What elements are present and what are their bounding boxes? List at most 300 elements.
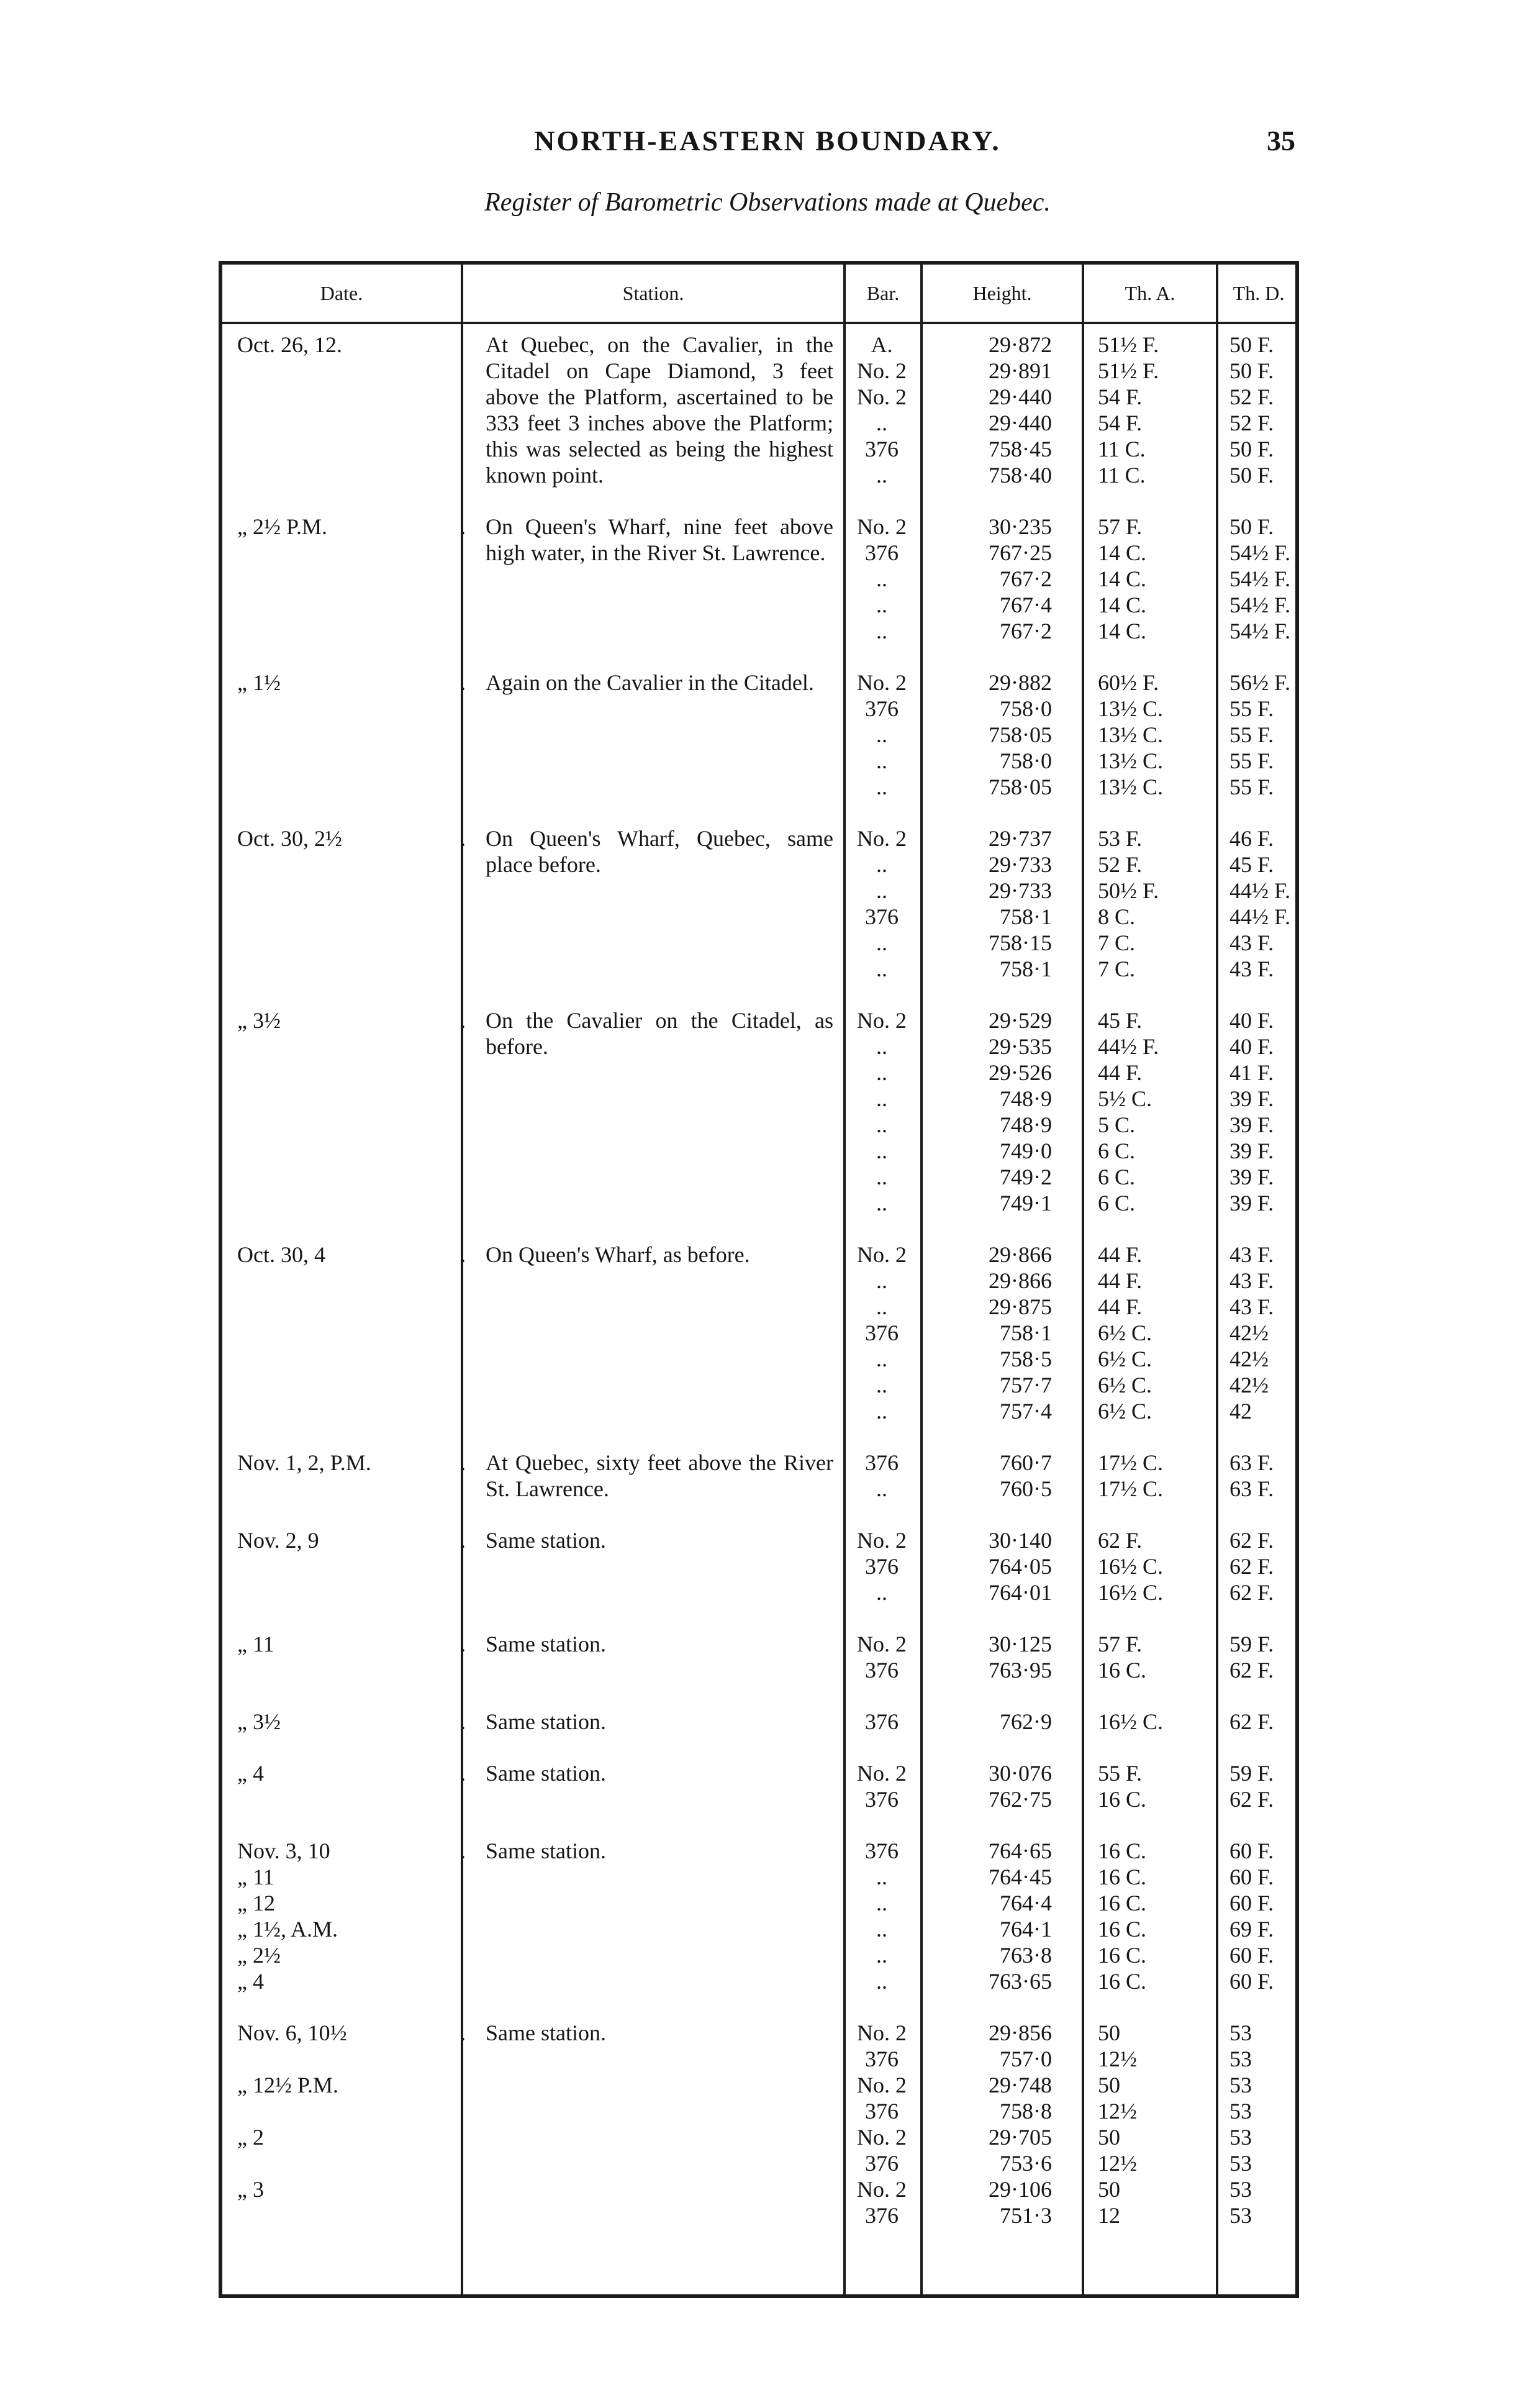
height-cell: 758·0 xyxy=(1000,696,1052,721)
th-d-cell: 59 F. xyxy=(1229,1761,1274,1786)
table-row xyxy=(222,1786,1295,1812)
th-a-cell: 54 F. xyxy=(1098,384,1143,409)
th-d-cell: 53 xyxy=(1229,2125,1252,2150)
bar-cell: .. xyxy=(876,1580,887,1605)
height-cell: 29·535 xyxy=(989,1034,1052,1059)
date-leader-dot: . xyxy=(460,1008,466,1033)
date-cell: „ 3½ . xyxy=(237,1008,466,1033)
station-description: On Queen's Wharf, as before. xyxy=(486,1242,750,1267)
th-a-cell: 6 C. xyxy=(1098,1138,1136,1163)
bar-cell: 376 xyxy=(865,540,899,565)
th-a-cell: 6½ C. xyxy=(1098,1399,1152,1424)
height-cell: 758·8 xyxy=(1000,2099,1052,2124)
th-d-cell: 42½ xyxy=(1229,1320,1269,1345)
table-row xyxy=(222,1112,1295,1138)
bar-cell: .. xyxy=(876,1399,887,1424)
th-d-cell: 55 F. xyxy=(1229,722,1274,747)
th-d-cell: 53 xyxy=(1229,2177,1252,2202)
table-row xyxy=(222,1527,1295,1553)
th-d-cell: 53 xyxy=(1229,2020,1252,2045)
th-d-cell: 39 F. xyxy=(1229,1191,1274,1215)
bar-cell: No. 2 xyxy=(857,670,907,695)
table-row xyxy=(222,1138,1295,1164)
table-row xyxy=(222,332,1295,358)
bar-cell: .. xyxy=(876,1347,887,1371)
table-row xyxy=(222,774,1295,800)
th-d-cell: 60 F. xyxy=(1229,1865,1274,1889)
th-a-cell: 12½ xyxy=(1098,2047,1137,2071)
bar-cell: .. xyxy=(876,930,887,955)
table-row xyxy=(222,2150,1295,2176)
th-a-cell: 50 xyxy=(1098,2073,1120,2097)
height-cell: 758·05 xyxy=(989,775,1052,799)
th-a-cell: 6½ C. xyxy=(1098,1347,1152,1371)
table-row xyxy=(222,1294,1295,1320)
bar-cell: .. xyxy=(876,1138,887,1163)
th-a-cell: 11 C. xyxy=(1098,437,1146,461)
table-row xyxy=(222,1242,1295,1268)
station-description: Again on the Cavalier in the Citadel. xyxy=(486,670,814,695)
date-leader-dot: . xyxy=(460,514,466,539)
table-row xyxy=(222,358,1295,384)
height-cell: 748·9 xyxy=(1000,1086,1052,1111)
th-d-cell: 62 F. xyxy=(1229,1709,1274,1734)
bar-cell: .. xyxy=(876,956,887,981)
table-row xyxy=(222,2202,1295,2229)
table-row xyxy=(222,1476,1295,1502)
height-cell: 29·733 xyxy=(989,852,1052,877)
bar-cell: 376 xyxy=(865,2047,899,2071)
th-d-cell: 62 F. xyxy=(1229,1658,1274,1683)
bar-cell: 376 xyxy=(865,2203,899,2228)
th-d-cell: 54½ F. xyxy=(1229,566,1291,591)
page-number: 35 xyxy=(1267,125,1295,157)
date-leader-dot: . xyxy=(460,1632,466,1656)
th-a-cell: 16½ C. xyxy=(1098,1554,1164,1579)
date-cell: „ 11 xyxy=(237,1865,274,1889)
th-a-cell: 16½ C. xyxy=(1098,1709,1164,1734)
station-description: Same station. xyxy=(486,1528,606,1553)
height-cell: 29·526 xyxy=(989,1060,1052,1085)
height-cell: 758·1 xyxy=(1000,1320,1052,1345)
th-d-cell: 62 F. xyxy=(1229,1554,1274,1579)
th-a-cell: 16 C. xyxy=(1098,1658,1147,1683)
date-leader-dot: . xyxy=(460,2020,466,2045)
th-d-cell: 39 F. xyxy=(1229,1165,1274,1189)
station-description: On the Cavalier on the Citadel, as before. xyxy=(486,1008,833,1059)
th-a-cell: 62 F. xyxy=(1098,1528,1143,1553)
height-cell: 30·125 xyxy=(989,1632,1052,1656)
bar-cell: .. xyxy=(876,852,887,877)
height-cell: 29·875 xyxy=(989,1294,1052,1319)
th-a-cell: 13½ C. xyxy=(1098,748,1164,773)
th-a-cell: 50 xyxy=(1098,2177,1120,2202)
th-d-cell: 43 F. xyxy=(1229,1268,1274,1293)
table-row xyxy=(222,1398,1295,1424)
table-row xyxy=(222,930,1295,956)
th-a-cell: 60½ F. xyxy=(1098,670,1159,695)
table-row xyxy=(222,1657,1295,1683)
table-row xyxy=(222,1190,1295,1216)
th-d-cell: 59 F. xyxy=(1229,1632,1274,1656)
bar-cell: .. xyxy=(876,593,887,617)
bar-cell: .. xyxy=(876,1086,887,1111)
bar-cell: .. xyxy=(876,1917,887,1942)
date-cell: „ 2 xyxy=(237,2125,264,2150)
th-d-cell: 50 F. xyxy=(1229,463,1274,488)
th-d-cell: 55 F. xyxy=(1229,748,1274,773)
bar-cell: .. xyxy=(876,1476,887,1501)
bar-cell: 376 xyxy=(865,1554,899,1579)
th-d-cell: 53 xyxy=(1229,2047,1252,2071)
date-leader-dot: . xyxy=(460,1242,466,1267)
bar-cell: No. 2 xyxy=(857,1761,907,1786)
th-a-cell: 7 C. xyxy=(1098,956,1136,981)
table-row xyxy=(222,1838,1295,1864)
bar-cell: .. xyxy=(876,1373,887,1397)
observation-group xyxy=(222,1838,1295,1994)
height-cell: 749·2 xyxy=(1000,1165,1052,1189)
table-row xyxy=(222,748,1295,774)
th-a-cell: 53 F. xyxy=(1098,826,1143,851)
th-d-cell: 54½ F. xyxy=(1229,540,1291,565)
th-d-cell: 39 F. xyxy=(1229,1086,1274,1111)
bar-cell: 376 xyxy=(865,2151,899,2176)
station-description: At Quebec, on the Cavalier, in the Citadel on Cape Diamond, 3 feet above the Platform, ascertained to be 333 feet 3 inches above the Platform; this was selected as being the highest known point. xyxy=(486,332,833,488)
table-body xyxy=(222,332,1295,2254)
bar-cell: .. xyxy=(876,722,887,747)
bar-cell: 376 xyxy=(865,904,899,929)
observations-table xyxy=(219,261,1299,2298)
th-d-cell: 39 F. xyxy=(1229,1138,1274,1163)
th-a-cell: 52 F. xyxy=(1098,852,1143,877)
date-leader-dot: . xyxy=(460,1528,466,1553)
th-d-cell: 54½ F. xyxy=(1229,593,1291,617)
height-cell: 763·8 xyxy=(1000,1943,1052,1968)
th-a-cell: 16 C. xyxy=(1098,1838,1147,1863)
height-cell: 30·140 xyxy=(989,1528,1052,1553)
height-cell: 757·7 xyxy=(1000,1373,1052,1397)
th-a-cell: 13½ C. xyxy=(1098,722,1164,747)
height-cell: 29·737 xyxy=(989,826,1052,851)
table-row xyxy=(222,1890,1295,1916)
table-row xyxy=(222,514,1295,540)
th-a-cell: 12½ xyxy=(1098,2151,1137,2176)
height-cell: 758·1 xyxy=(1000,904,1052,929)
date-cell: „ 4 . xyxy=(237,1761,466,1786)
date-cell: Nov. 6, 10½ . xyxy=(237,2020,466,2045)
bar-cell: No. 2 xyxy=(857,826,907,851)
station-description: Same station. xyxy=(486,1632,606,1656)
height-cell: 762·9 xyxy=(1000,1709,1052,1734)
height-cell: 757·0 xyxy=(1000,2047,1052,2071)
table-row xyxy=(222,1553,1295,1579)
header-date: Date. xyxy=(320,282,363,304)
height-cell: 763·95 xyxy=(989,1658,1052,1683)
th-d-cell: 43 F. xyxy=(1229,930,1274,955)
table-row xyxy=(222,2176,1295,2202)
height-cell: 760·7 xyxy=(1000,1450,1052,1475)
table-row xyxy=(222,2046,1295,2072)
height-cell: 749·0 xyxy=(1000,1138,1052,1163)
th-d-cell: 50 F. xyxy=(1229,332,1274,357)
height-cell: 29·891 xyxy=(989,358,1052,383)
height-cell: 29·440 xyxy=(989,411,1052,435)
bar-cell: 376 xyxy=(865,2099,899,2124)
th-d-cell: 42½ xyxy=(1229,1373,1269,1397)
observation-group xyxy=(222,2020,1295,2229)
table-row xyxy=(222,1864,1295,1890)
date-cell: Nov. 3, 10 . xyxy=(237,1838,466,1863)
table-row xyxy=(222,722,1295,748)
height-cell: 30·076 xyxy=(989,1761,1052,1786)
th-d-cell: 43 F. xyxy=(1229,1294,1274,1319)
bar-cell: .. xyxy=(876,1165,887,1189)
table-row xyxy=(222,2124,1295,2150)
bar-cell: 376 xyxy=(865,1709,899,1734)
bar-cell: .. xyxy=(876,1294,887,1319)
th-d-cell: 46 F. xyxy=(1229,826,1274,851)
bar-cell: 376 xyxy=(865,1838,899,1863)
th-d-cell: 54½ F. xyxy=(1229,619,1291,643)
th-a-cell: 16½ C. xyxy=(1098,1580,1164,1605)
date-cell: „ 2½ xyxy=(237,1943,281,1968)
bar-cell: .. xyxy=(876,878,887,903)
th-d-cell: 39 F. xyxy=(1229,1112,1274,1137)
table-row xyxy=(222,410,1295,436)
observation-group xyxy=(222,332,1295,488)
th-d-cell: 62 F. xyxy=(1229,1787,1274,1812)
observation-group xyxy=(222,1007,1295,1216)
table-row xyxy=(222,1164,1295,1190)
th-d-cell: 43 F. xyxy=(1229,956,1274,981)
th-d-cell: 53 xyxy=(1229,2203,1252,2228)
running-title: NORTH-EASTERN BOUNDARY. xyxy=(534,125,1001,157)
th-d-cell: 42 xyxy=(1229,1399,1252,1424)
th-a-cell: 11 C. xyxy=(1098,463,1146,488)
bar-cell: 376 xyxy=(865,1658,899,1683)
height-cell: 29·882 xyxy=(989,670,1052,695)
table-row xyxy=(222,1450,1295,1476)
th-a-cell: 14 C. xyxy=(1098,593,1147,617)
th-a-cell: 44 F. xyxy=(1098,1242,1143,1267)
th-a-cell: 7 C. xyxy=(1098,930,1136,955)
date-leader-dot: . xyxy=(460,826,466,851)
height-cell: 767·25 xyxy=(989,540,1052,565)
observation-group xyxy=(222,1450,1295,1502)
th-d-cell: 44½ F. xyxy=(1229,904,1291,929)
height-cell: 764·01 xyxy=(989,1580,1052,1605)
th-a-cell: 54 F. xyxy=(1098,411,1143,435)
th-d-cell: 55 F. xyxy=(1229,696,1274,721)
bar-cell: .. xyxy=(876,463,887,488)
th-d-cell: 41 F. xyxy=(1229,1060,1274,1085)
th-d-cell: 60 F. xyxy=(1229,1943,1274,1968)
th-d-cell: 50 F. xyxy=(1229,358,1274,383)
height-cell: 757·4 xyxy=(1000,1399,1052,1424)
th-d-cell: 63 F. xyxy=(1229,1450,1274,1475)
table-row xyxy=(222,1942,1295,1968)
table-row xyxy=(222,1060,1295,1086)
bar-cell: No. 2 xyxy=(857,358,907,383)
bar-cell: .. xyxy=(876,619,887,643)
th-d-cell: 50 F. xyxy=(1229,437,1274,461)
height-cell: 767·2 xyxy=(1000,566,1052,591)
height-cell: 29·748 xyxy=(989,2073,1052,2097)
observation-group xyxy=(222,1527,1295,1606)
height-cell: 29·872 xyxy=(989,332,1052,357)
th-a-cell: 17½ C. xyxy=(1098,1450,1164,1475)
station-description: On Queen's Wharf, nine feet above high water, in the River St. Lawrence. xyxy=(486,514,833,565)
th-d-cell: 62 F. xyxy=(1229,1580,1274,1605)
date-cell: „ 4 xyxy=(237,1969,264,1994)
table-row xyxy=(222,1268,1295,1294)
table-row xyxy=(222,1968,1295,1994)
th-d-cell: 56½ F. xyxy=(1229,670,1291,695)
header-th-a: Th. A. xyxy=(1125,282,1175,304)
th-d-cell: 60 F. xyxy=(1229,1891,1274,1915)
th-a-cell: 6½ C. xyxy=(1098,1320,1152,1345)
date-cell: „ 3 xyxy=(237,2177,264,2202)
date-leader-dot: . xyxy=(460,1709,466,1734)
table-row xyxy=(222,1372,1295,1398)
th-a-cell: 16 C. xyxy=(1098,1787,1147,1812)
bar-cell: No. 2 xyxy=(857,1528,907,1553)
th-a-cell: 51½ F. xyxy=(1098,358,1159,383)
bar-cell: No. 2 xyxy=(857,514,907,539)
date-cell: „ 2½ P.M. . xyxy=(237,514,466,539)
th-a-cell: 12 xyxy=(1098,2203,1120,2228)
bar-cell: No. 2 xyxy=(857,2125,907,2150)
date-cell: „ 12 xyxy=(237,1891,275,1915)
height-cell: 29·705 xyxy=(989,2125,1052,2150)
height-cell: 758·15 xyxy=(989,930,1052,955)
observation-group xyxy=(222,1709,1295,1735)
th-d-cell: 45 F. xyxy=(1229,852,1274,877)
date-cell: „ 1½, A.M. xyxy=(237,1917,338,1942)
table-row xyxy=(222,1579,1295,1606)
height-cell: 764·1 xyxy=(1000,1917,1052,1942)
height-cell: 29·106 xyxy=(989,2177,1052,2202)
bar-cell: 376 xyxy=(865,1320,899,1345)
date-cell: Nov. 2, 9 . xyxy=(237,1528,466,1553)
height-cell: 764·4 xyxy=(1000,1891,1052,1915)
header-rule xyxy=(222,322,1295,324)
th-d-cell: 53 xyxy=(1229,2099,1252,2124)
table-row xyxy=(222,670,1295,696)
height-cell: 760·5 xyxy=(1000,1476,1052,1501)
th-a-cell: 55 F. xyxy=(1098,1761,1143,1786)
th-d-cell: 53 xyxy=(1229,2151,1252,2176)
height-cell: 763·65 xyxy=(989,1969,1052,1994)
table-row xyxy=(222,1086,1295,1112)
bar-cell: No. 2 xyxy=(857,1242,907,1267)
th-d-cell: 60 F. xyxy=(1229,1838,1274,1863)
bar-cell: No. 2 xyxy=(857,2177,907,2202)
table-row xyxy=(222,904,1295,930)
observation-group xyxy=(222,1631,1295,1683)
height-cell: 758·0 xyxy=(1000,748,1052,773)
table-row xyxy=(222,1631,1295,1657)
height-cell: 29·529 xyxy=(989,1008,1052,1033)
table-row xyxy=(222,462,1295,488)
date-cell: „ 11 . xyxy=(237,1632,466,1656)
table-row xyxy=(222,618,1295,644)
table-row xyxy=(222,696,1295,722)
table-row xyxy=(222,1320,1295,1346)
th-a-cell: 50 xyxy=(1098,2125,1120,2150)
observation-group xyxy=(222,670,1295,800)
height-cell: 758·05 xyxy=(989,722,1052,747)
date-leader-dot: . xyxy=(460,1838,466,1863)
date-cell: „ 3½ . xyxy=(237,1709,466,1734)
table-row xyxy=(222,1916,1295,1942)
table-row xyxy=(222,540,1295,566)
date-cell: Oct. 26, 12. xyxy=(237,332,342,357)
th-d-cell: 55 F. xyxy=(1229,775,1274,799)
height-cell: 762·75 xyxy=(989,1787,1052,1812)
height-cell: 764·45 xyxy=(989,1865,1052,1889)
th-d-cell: 43 F. xyxy=(1229,1242,1274,1267)
th-a-cell: 13½ C. xyxy=(1098,775,1164,799)
th-d-cell: 60 F. xyxy=(1229,1969,1274,1994)
height-cell: 29·733 xyxy=(989,878,1052,903)
station-description: Same station. xyxy=(486,1838,606,1863)
th-a-cell: 16 C. xyxy=(1098,1891,1147,1915)
height-cell: 767·2 xyxy=(1000,619,1052,643)
th-a-cell: 44 F. xyxy=(1098,1060,1143,1085)
table-row xyxy=(222,1760,1295,1786)
bar-cell: A. xyxy=(871,332,893,357)
table-row xyxy=(222,956,1295,982)
table-caption: Register of Barometric Observations made at Quebec. xyxy=(484,188,1051,217)
table-row xyxy=(222,1007,1295,1034)
th-a-cell: 13½ C. xyxy=(1098,696,1164,721)
date-cell: „ 1½ . xyxy=(237,670,466,695)
height-cell: 767·4 xyxy=(1000,593,1052,617)
th-d-cell: 63 F. xyxy=(1229,1476,1274,1501)
station-description: On Queen's Wharf, Quebec, same place before. xyxy=(486,826,833,877)
station-description: Same station. xyxy=(486,2020,606,2045)
th-a-cell: 44 F. xyxy=(1098,1294,1143,1319)
observation-group xyxy=(222,514,1295,644)
station-description: Same station. xyxy=(486,1709,606,1734)
bar-cell: 376 xyxy=(865,696,899,721)
table-row xyxy=(222,1346,1295,1372)
bar-cell: .. xyxy=(876,566,887,591)
bar-cell: .. xyxy=(876,1268,887,1293)
th-a-cell: 44½ F. xyxy=(1098,1034,1159,1059)
bar-cell: 376 xyxy=(865,1787,899,1812)
station-description: At Quebec, sixty feet above the River St. Lawrence. xyxy=(486,1450,833,1501)
th-d-cell: 52 F. xyxy=(1229,384,1274,409)
th-a-cell: 14 C. xyxy=(1098,566,1147,591)
height-cell: 748·9 xyxy=(1000,1112,1052,1137)
height-cell: 751·3 xyxy=(1000,2203,1052,2228)
table-row xyxy=(222,878,1295,904)
th-d-cell: 42½ xyxy=(1229,1347,1269,1371)
th-a-cell: 8 C. xyxy=(1098,904,1136,929)
th-a-cell: 57 F. xyxy=(1098,514,1143,539)
height-cell: 29·856 xyxy=(989,2020,1052,2045)
bar-cell: No. 2 xyxy=(857,384,907,409)
header-th-d: Th. D. xyxy=(1233,282,1285,304)
table-row xyxy=(222,2072,1295,2098)
th-d-cell: 40 F. xyxy=(1229,1008,1274,1033)
th-a-cell: 6½ C. xyxy=(1098,1373,1152,1397)
height-cell: 753·6 xyxy=(1000,2151,1052,2176)
date-leader-dot: . xyxy=(460,1761,466,1786)
